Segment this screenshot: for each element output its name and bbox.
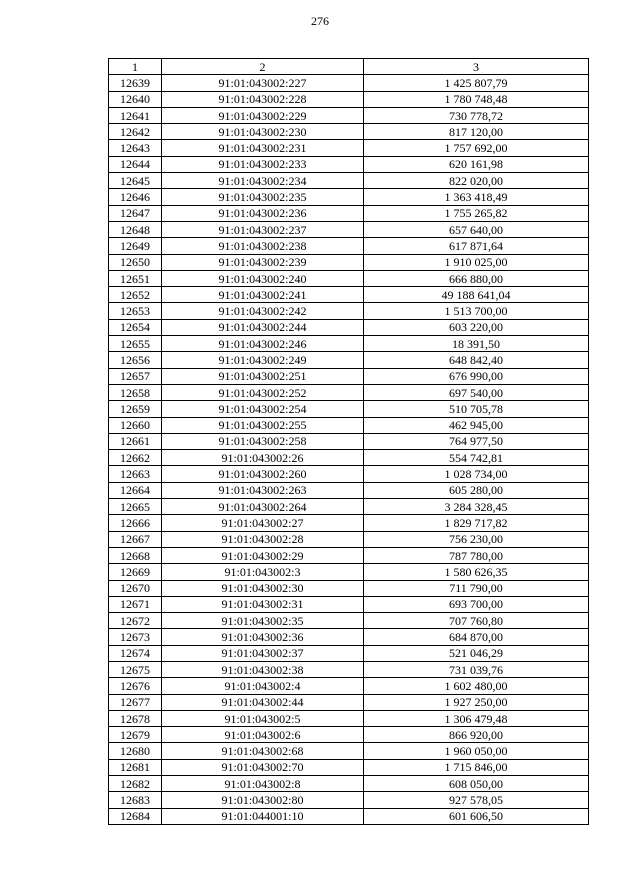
row-number-cell: 12640 [109, 91, 162, 107]
value-cell: 822 020,00 [364, 173, 589, 189]
table-row [109, 75, 589, 91]
value-cell: 18 391,50 [364, 336, 589, 352]
table-row [109, 596, 589, 612]
table-row [109, 319, 589, 335]
value-cell: 866 920,00 [364, 727, 589, 743]
value-cell: 697 540,00 [364, 384, 589, 400]
value-cell: 1 363 418,49 [364, 189, 589, 205]
cadastral-number-cell: 91:01:043002:235 [162, 189, 364, 205]
row-number-cell: 12663 [109, 466, 162, 482]
row-number-cell: 12665 [109, 499, 162, 515]
row-number-cell: 12642 [109, 124, 162, 140]
cadastral-number-cell: 91:01:043002:5 [162, 710, 364, 726]
value-cell: 711 790,00 [364, 580, 589, 596]
row-number-cell: 12647 [109, 205, 162, 221]
value-cell: 521 046,29 [364, 645, 589, 661]
row-number-cell: 12641 [109, 107, 162, 123]
cadastral-number-cell: 91:01:043002:251 [162, 368, 364, 384]
cadastral-number-cell: 91:01:043002:35 [162, 613, 364, 629]
table-row [109, 531, 589, 547]
table-row [109, 515, 589, 531]
cadastral-number-cell: 91:01:043002:227 [162, 75, 364, 91]
table-row [109, 303, 589, 319]
value-cell: 510 705,78 [364, 401, 589, 417]
row-number-cell: 12646 [109, 189, 162, 205]
value-cell: 1 602 480,00 [364, 678, 589, 694]
column-header-2: 2 [162, 59, 364, 75]
table-row [109, 189, 589, 205]
row-number-cell: 12671 [109, 596, 162, 612]
value-cell: 1 028 734,00 [364, 466, 589, 482]
value-cell: 1 306 479,48 [364, 710, 589, 726]
table-row [109, 792, 589, 808]
value-cell: 730 778,72 [364, 107, 589, 123]
row-number-cell: 12679 [109, 727, 162, 743]
row-number-cell: 12681 [109, 759, 162, 775]
cadastral-number-cell: 91:01:043002:254 [162, 401, 364, 417]
table-row [109, 645, 589, 661]
row-number-cell: 12684 [109, 808, 162, 824]
row-number-cell: 12664 [109, 482, 162, 498]
value-cell: 1 580 626,35 [364, 564, 589, 580]
row-number-cell: 12652 [109, 287, 162, 303]
cadastral-number-cell: 91:01:043002:28 [162, 531, 364, 547]
table-row [109, 140, 589, 156]
row-number-cell: 12644 [109, 156, 162, 172]
cadastral-number-cell: 91:01:043002:234 [162, 173, 364, 189]
cadastral-number-cell: 91:01:043002:30 [162, 580, 364, 596]
value-cell: 601 606,50 [364, 808, 589, 824]
value-cell: 1 960 050,00 [364, 743, 589, 759]
cadastral-number-cell: 91:01:043002:255 [162, 417, 364, 433]
cadastral-number-cell: 91:01:043002:27 [162, 515, 364, 531]
cadastral-number-cell: 91:01:043002:8 [162, 776, 364, 792]
cadastral-number-cell: 91:01:043002:231 [162, 140, 364, 156]
value-cell: 617 871,64 [364, 238, 589, 254]
cadastral-number-cell: 91:01:043002:228 [162, 91, 364, 107]
value-cell: 1 425 807,79 [364, 75, 589, 91]
table-row [109, 173, 589, 189]
cadastral-number-cell: 91:01:043002:6 [162, 727, 364, 743]
cadastral-number-cell: 91:01:043002:258 [162, 433, 364, 449]
value-cell: 693 700,00 [364, 596, 589, 612]
cadastral-number-cell: 91:01:043002:233 [162, 156, 364, 172]
value-cell: 676 990,00 [364, 368, 589, 384]
header-row [109, 59, 589, 75]
table-row [109, 287, 589, 303]
cadastral-number-cell: 91:01:043002:244 [162, 319, 364, 335]
cadastral-number-cell: 91:01:043002:239 [162, 254, 364, 270]
cadastral-number-cell: 91:01:043002:241 [162, 287, 364, 303]
cadastral-number-cell: 91:01:043002:238 [162, 238, 364, 254]
row-number-cell: 12654 [109, 319, 162, 335]
cadastral-number-cell: 91:01:043002:237 [162, 221, 364, 237]
row-number-cell: 12662 [109, 450, 162, 466]
value-cell: 657 640,00 [364, 221, 589, 237]
value-cell: 603 220,00 [364, 319, 589, 335]
cadastral-number-cell: 91:01:043002:240 [162, 270, 364, 286]
row-number-cell: 12678 [109, 710, 162, 726]
table-row [109, 629, 589, 645]
value-cell: 1 829 717,82 [364, 515, 589, 531]
value-cell: 707 760,80 [364, 613, 589, 629]
row-number-cell: 12645 [109, 173, 162, 189]
row-number-cell: 12648 [109, 221, 162, 237]
row-number-cell: 12658 [109, 384, 162, 400]
value-cell: 1 513 700,00 [364, 303, 589, 319]
cadastral-number-cell: 91:01:043002:31 [162, 596, 364, 612]
cadastral-number-cell: 91:01:043002:38 [162, 661, 364, 677]
row-number-cell: 12668 [109, 547, 162, 563]
row-number-cell: 12674 [109, 645, 162, 661]
row-number-cell: 12649 [109, 238, 162, 254]
cadastral-number-cell: 91:01:043002:29 [162, 547, 364, 563]
table-row [109, 678, 589, 694]
table-row [109, 466, 589, 482]
table-row [109, 91, 589, 107]
row-number-cell: 12659 [109, 401, 162, 417]
value-cell: 1 910 025,00 [364, 254, 589, 270]
column-header-3: 3 [364, 59, 589, 75]
row-number-cell: 12655 [109, 336, 162, 352]
value-cell: 1 757 692,00 [364, 140, 589, 156]
table-row [109, 580, 589, 596]
value-cell: 1 715 846,00 [364, 759, 589, 775]
table-row [109, 401, 589, 417]
row-number-cell: 12672 [109, 613, 162, 629]
table-row [109, 776, 589, 792]
value-cell: 49 188 641,04 [364, 287, 589, 303]
value-cell: 605 280,00 [364, 482, 589, 498]
cadastral-number-cell: 91:01:043002:249 [162, 352, 364, 368]
table-row [109, 384, 589, 400]
table-row [109, 156, 589, 172]
row-number-cell: 12656 [109, 352, 162, 368]
table-row [109, 547, 589, 563]
row-number-cell: 12676 [109, 678, 162, 694]
value-cell: 620 161,98 [364, 156, 589, 172]
table-row [109, 564, 589, 580]
cadastral-number-cell: 91:01:043002:230 [162, 124, 364, 140]
table-row [109, 482, 589, 498]
row-number-cell: 12683 [109, 792, 162, 808]
cadastral-number-cell: 91:01:043002:263 [162, 482, 364, 498]
column-header-1: 1 [109, 59, 162, 75]
row-number-cell: 12643 [109, 140, 162, 156]
value-cell: 764 977,50 [364, 433, 589, 449]
table-row [109, 352, 589, 368]
table-row [109, 270, 589, 286]
table-row [109, 107, 589, 123]
table-row [109, 336, 589, 352]
table-row [109, 205, 589, 221]
row-number-cell: 12653 [109, 303, 162, 319]
table-row [109, 254, 589, 270]
cadastral-number-cell: 91:01:044001:10 [162, 808, 364, 824]
row-number-cell: 12657 [109, 368, 162, 384]
cadastral-number-cell: 91:01:043002:68 [162, 743, 364, 759]
cadastral-number-cell: 91:01:043002:242 [162, 303, 364, 319]
cadastral-number-cell: 91:01:043002:44 [162, 694, 364, 710]
value-cell: 756 230,00 [364, 531, 589, 547]
value-cell: 666 880,00 [364, 270, 589, 286]
cadastral-number-cell: 91:01:043002:4 [162, 678, 364, 694]
table-row [109, 743, 589, 759]
row-number-cell: 12639 [109, 75, 162, 91]
row-number-cell: 12682 [109, 776, 162, 792]
value-cell: 608 050,00 [364, 776, 589, 792]
cadastral-number-cell: 91:01:043002:229 [162, 107, 364, 123]
table-row [109, 238, 589, 254]
value-cell: 927 578,05 [364, 792, 589, 808]
cadastral-number-cell: 91:01:043002:80 [162, 792, 364, 808]
value-cell: 731 039,76 [364, 661, 589, 677]
table-row [109, 759, 589, 775]
cadastral-number-cell: 91:01:043002:252 [162, 384, 364, 400]
row-number-cell: 12677 [109, 694, 162, 710]
table-row [109, 727, 589, 743]
cadastral-number-cell: 91:01:043002:70 [162, 759, 364, 775]
table-header [109, 59, 589, 75]
value-cell: 787 780,00 [364, 547, 589, 563]
cadastral-number-cell: 91:01:043002:264 [162, 499, 364, 515]
cadastral-number-cell: 91:01:043002:3 [162, 564, 364, 580]
cadastral-number-cell: 91:01:043002:36 [162, 629, 364, 645]
table-row [109, 417, 589, 433]
table-row [109, 613, 589, 629]
value-cell: 1 780 748,48 [364, 91, 589, 107]
cadastral-number-cell: 91:01:043002:260 [162, 466, 364, 482]
cadastral-number-cell: 91:01:043002:26 [162, 450, 364, 466]
cadastral-number-cell: 91:01:043002:246 [162, 336, 364, 352]
value-cell: 684 870,00 [364, 629, 589, 645]
row-number-cell: 12651 [109, 270, 162, 286]
row-number-cell: 12660 [109, 417, 162, 433]
table-row [109, 433, 589, 449]
table-row [109, 499, 589, 515]
row-number-cell: 12670 [109, 580, 162, 596]
value-cell: 648 842,40 [364, 352, 589, 368]
table-row [109, 124, 589, 140]
row-number-cell: 12666 [109, 515, 162, 531]
row-number-cell: 12650 [109, 254, 162, 270]
row-number-cell: 12661 [109, 433, 162, 449]
row-number-cell: 12673 [109, 629, 162, 645]
table-row [109, 450, 589, 466]
table-row [109, 221, 589, 237]
table-row [109, 710, 589, 726]
value-cell: 1 755 265,82 [364, 205, 589, 221]
cadastral-number-cell: 91:01:043002:236 [162, 205, 364, 221]
table-body [109, 75, 589, 825]
value-cell: 3 284 328,45 [364, 499, 589, 515]
data-table [108, 58, 589, 825]
row-number-cell: 12669 [109, 564, 162, 580]
row-number-cell: 12667 [109, 531, 162, 547]
table-row [109, 661, 589, 677]
row-number-cell: 12680 [109, 743, 162, 759]
value-cell: 1 927 250,00 [364, 694, 589, 710]
cadastral-number-cell: 91:01:043002:37 [162, 645, 364, 661]
value-cell: 554 742,81 [364, 450, 589, 466]
value-cell: 817 120,00 [364, 124, 589, 140]
value-cell: 462 945,00 [364, 417, 589, 433]
page-number: 276 [311, 14, 329, 28]
table-row [109, 368, 589, 384]
table-row [109, 694, 589, 710]
row-number-cell: 12675 [109, 661, 162, 677]
table-row [109, 808, 589, 824]
